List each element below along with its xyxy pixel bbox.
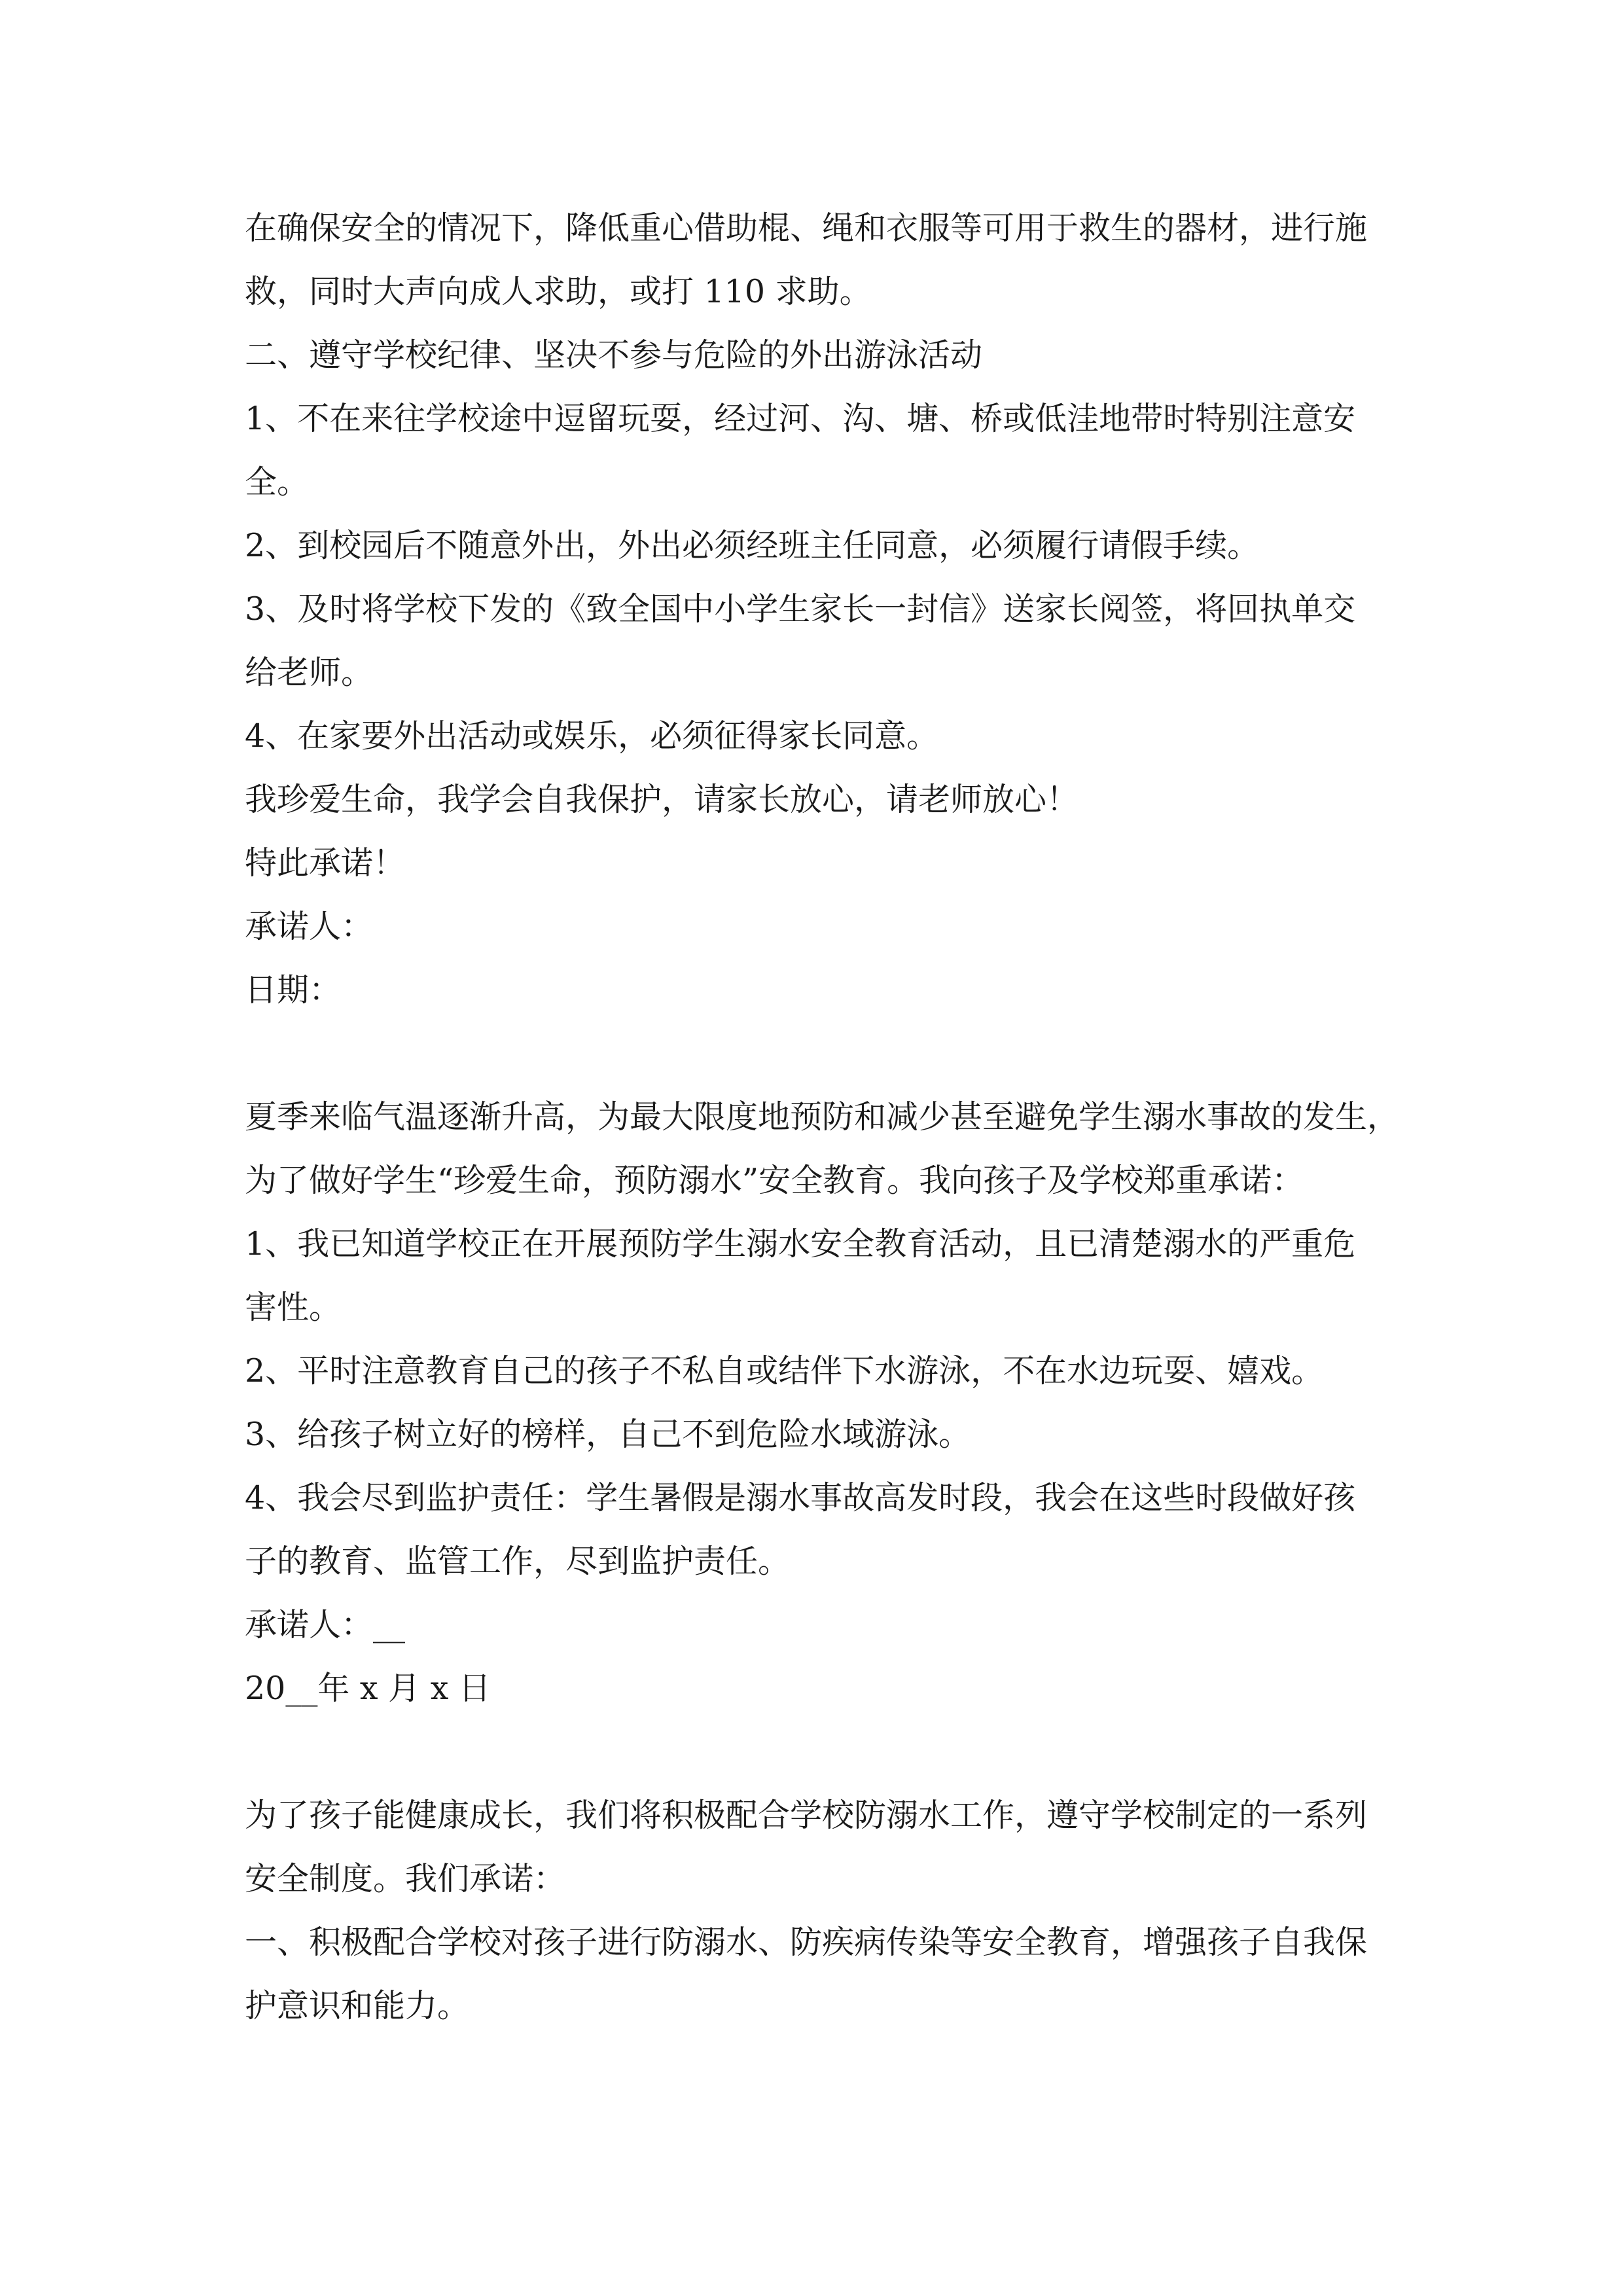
list-item: 给老师。 [245,654,374,691]
section-pledge-student [245,196,1383,1022]
section-spacer [245,1720,1383,1784]
list-item: 护意识和能力。 [245,1987,470,2024]
section-pledge-family [245,1784,1383,2037]
list-item: 2、平时注意教育自己的孩子不私自或结伴下水游泳，不在水边玩耍、嬉戏。 [245,1352,1324,1390]
paragraph-line: 为了孩子能健康成长，我们将积极配合学校防溺水工作，遵守学校制定的一系列 [245,1797,1368,1834]
document-body [245,196,1400,2037]
section-pledge-parent [245,1085,1400,1720]
signature-label: 承诺人：__ [245,1606,406,1643]
list-item: 一、积极配合学校对孩子进行防溺水、防疾病传染等安全教育，增强孩子自我保 [245,1924,1368,1961]
date-label: 20__年 x 月 x 日 [245,1670,491,1707]
list-item: 子的教育、监管工作，尽到监护责任。 [245,1543,791,1580]
list-item: 害性。 [245,1289,342,1326]
list-item: 3、给孩子树立好的榜样，自己不到危险水域游泳。 [245,1416,971,1453]
date-label: 日期： [245,971,342,1009]
paragraph-line: 为了做好学生“珍爱生命，预防溺水”安全教育。我向孩子及学校郑重承诺： [245,1162,1304,1199]
paragraph-line: 安全制度。我们承诺： [245,1860,566,1897]
list-item: 4、在家要外出活动或娱乐，必须征得家长同意。 [245,717,939,755]
closing-statement: 特此承诺！ [245,844,406,882]
list-item: 1、我已知道学校正在开展预防学生溺水安全教育活动，且已清楚溺水的严重危 [245,1225,1356,1263]
closing-statement: 我珍爱生命，我学会自我保护，请家长放心，请老师放心！ [245,781,1079,818]
signature-label: 承诺人： [245,908,374,945]
list-item: 4、我会尽到监护责任：学生暑假是溺水事故高发时段，我会在这些时段做好孩 [245,1479,1356,1516]
section-heading: 二、遵守学校纪律、坚决不参与危险的外出游泳活动 [245,336,983,374]
list-item: 2、到校园后不随意外出，外出必须经班主任同意，必须履行请假手续。 [245,527,1260,564]
paragraph-line: 在确保安全的情况下，降低重心借助棍、绳和衣服等可用于救生的器材，进行施 [245,209,1368,247]
paragraph-line: 夏季来临气温逐渐升高，为最大限度地预防和减少甚至避免学生溺水事故的发生， [245,1098,1400,1136]
section-spacer [245,1022,1383,1085]
list-item: 3、及时将学校下发的《致全国中小学生家长一封信》送家长阅签，将回执单交 [245,590,1356,628]
list-item: 全。 [245,463,310,501]
list-item: 1、不在来往学校途中逗留玩耍，经过河、沟、塘、桥或低洼地带时特别注意安 [245,400,1356,437]
paragraph-line: 救，同时大声向成人求助，或打 110 求助。 [245,273,872,310]
